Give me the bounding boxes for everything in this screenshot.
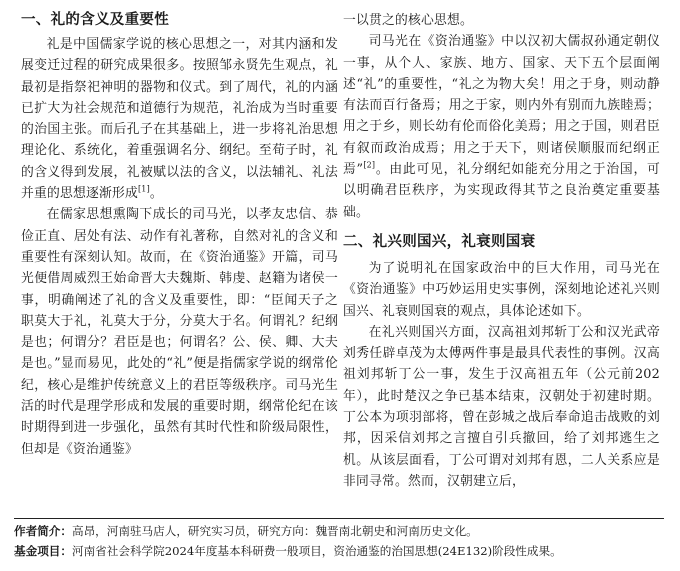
author-label: 作者简介： <box>14 524 72 538</box>
paragraph-5: 在礼兴则国兴方面，汉高祖刘邦斩丁公和汉光武帝刘秀任辟卓茂为太傅两件事是最具代表性的事例。汉高祖刘邦斩丁公一事，发生于汉高祖五年（公元前202年），此时楚汉之争已基本结束，汉朝处于初建时期。丁公本为项羽部将，曾在彭城之战后奉命追击战败的刘邦，因采信刘邦之言擅自引兵撤回，给了刘邦逃生之机。从该层面看，丁公可谓对刘邦有恩，二人关系应是非同寻常。然而，汉朝建立后， <box>343 324 660 489</box>
paragraph-2: 在儒家思想熏陶下成长的司马光，以孝友忠信、恭俭正直、居处有法、动作有礼著称，自然对礼的含义和重要性有深刻认知。故而，在《资治通鉴》开篇，司马光便借周威烈王始命晋大夫魏斯、韩虔、赵籍为诸侯一事，明确阐述了礼的含义及重要性，即：“臣闻天子之职莫大于礼，礼莫大于分，分莫大于名。何谓礼？纪纲是也；何谓分？君臣是也；何谓名？公、侯、卿、大夫是也。”显而易见，此处的“礼”便是指儒家学说的纲常伦纪，核心是维护传统意义上的君臣等级秩序。司马光生活的时代是理学形成和发展的重要时期，纲常伦纪在该时期得到进一步强化，虽然有其时代性和阶级局限性，但却是《资治通鉴》 <box>21 207 338 457</box>
paragraph-1-tail: 。 <box>149 186 163 202</box>
paragraph-4: 为了说明礼在国家政治中的巨大作用，司马光在《资治通鉴》中巧妙运用史实事例，深刻地论述礼兴则国兴、礼衰则国衰的观点，具体论述如下。 <box>343 260 660 319</box>
paragraph-3-tail: 。由此可见，礼分纲纪如能充分用之于治国，可以明确君臣秩序，为实现政得其节之良治奠定重要基础。 <box>343 162 660 220</box>
right-column <box>343 10 660 492</box>
paragraph-1 <box>21 34 338 204</box>
fund-text: 河南省社会科学院2024年度基本科研费一般项目，资治通鉴的治国思想(24E132)阶段性成果。 <box>71 544 562 558</box>
left-column <box>21 10 338 460</box>
footnote-divider <box>14 518 664 519</box>
paragraph-3-text: 司马光在《资治通鉴》中以汉初大儒叔孙通定朝仪一事，从个人、家族、地方、国家、天下五个层面阐述“礼”的重要性，“礼之为物大矣！用之于身，则动静有法而百行备焉；用之于家，则内外有别而九族睦焉；用之于乡，则长幼有伦而俗化美焉；用之于国，则君臣有叙而政治成焉；用之于天下，则诸侯顺服而纪纲正焉” <box>343 34 660 178</box>
section-heading-2: 二、礼兴则国兴，礼衰则国衰 <box>343 233 536 250</box>
paragraph-3 <box>343 31 660 223</box>
fund-label: 基金项目： <box>14 544 72 558</box>
author-text: 高昂，河南驻马店人，研究实习员，研究方向：魏晋南北朝史和河南历史文化。 <box>71 524 478 538</box>
citation-ref-2: [2] <box>363 160 376 170</box>
section-heading-1: 一、礼的含义及重要性 <box>21 12 169 28</box>
citation-ref-1: [1] <box>137 184 150 194</box>
paragraph-continuation: 一以贯之的核心思想。 <box>343 13 473 28</box>
paragraph-1-text: 礼是中国儒家学说的核心思想之一，对其内涵和发展变迁过程的研究成果很多。按照邹永贤先生观点，礼最初是指祭祀神明的器物和仪式。到了周代，礼的内涵已扩大为社会规范和道德行为规范，礼治成为当时重要的治国主张。而后孔子在其基础上，进一步将礼治思想理论化、系统化，着重强调名分、纲纪。至荀子时，礼的含义得到发展，礼被赋以法的含义，以法辅礼、礼法并重的思想逐渐形成 <box>21 37 338 202</box>
author-note <box>14 521 674 541</box>
fund-note <box>14 541 674 561</box>
